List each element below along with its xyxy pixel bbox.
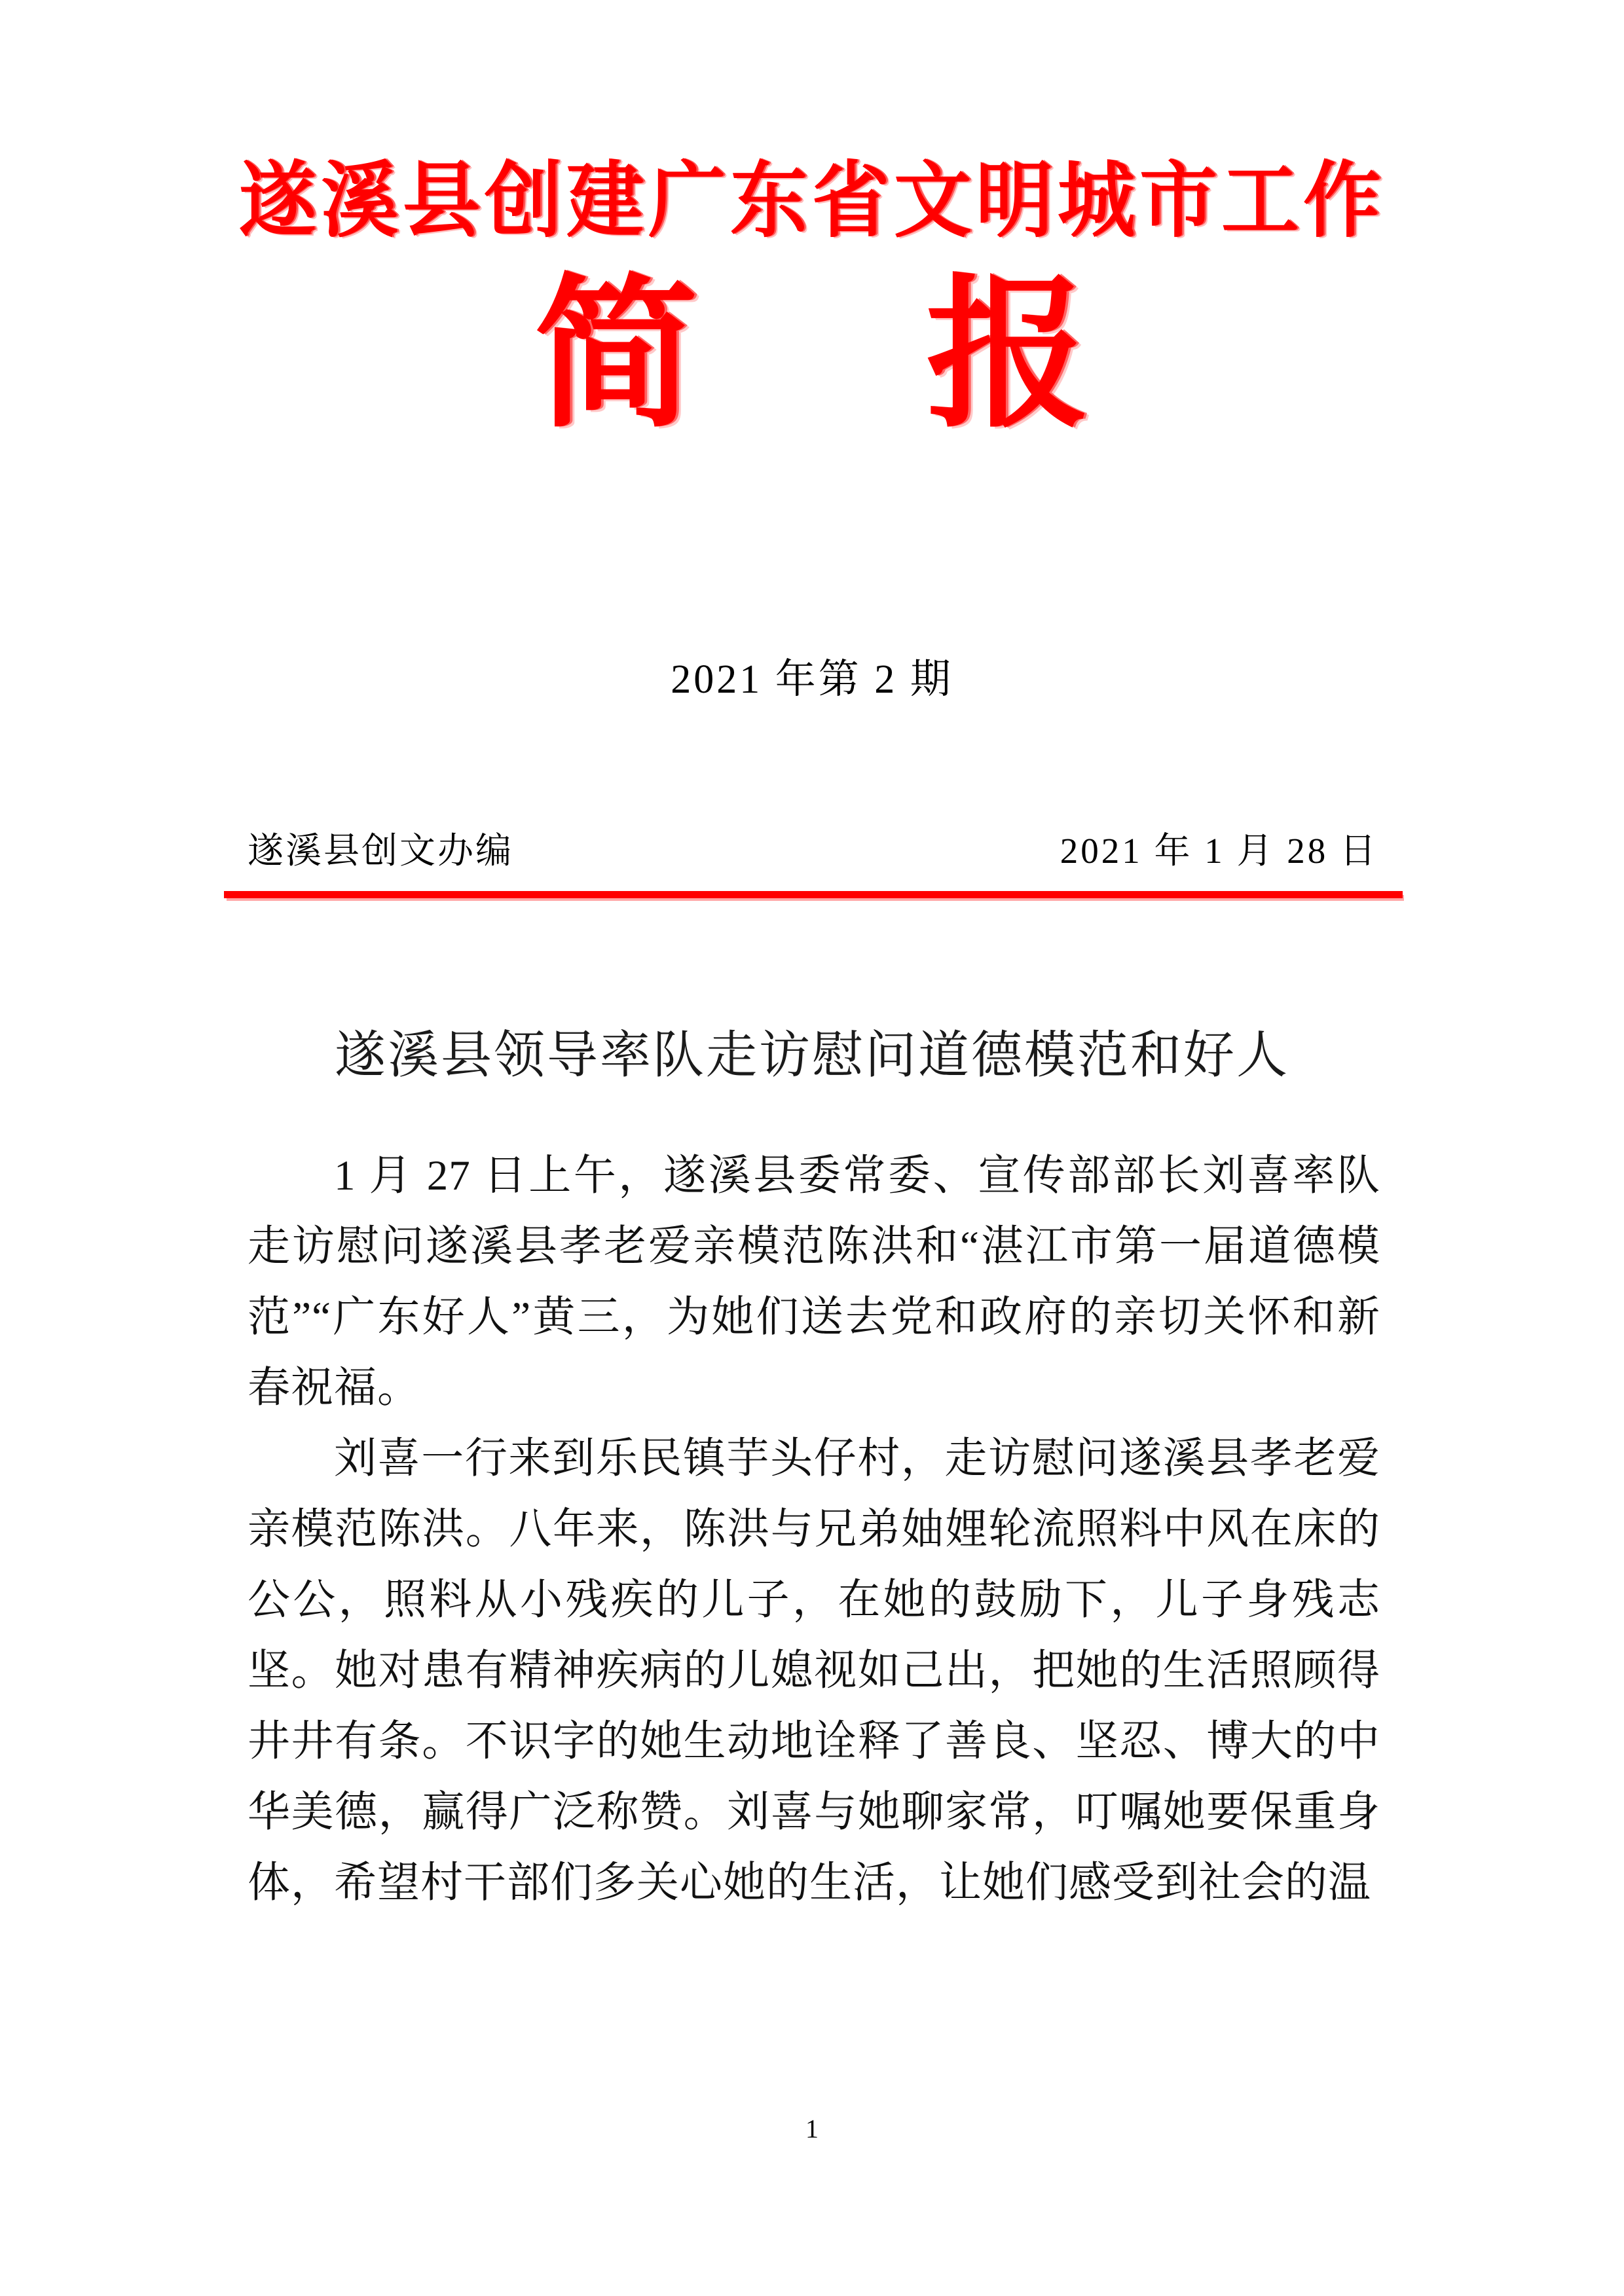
issue-number-line: 2021 年第 2 期 [671,657,953,702]
article-paragraph: 刘喜一行来到乐民镇芋头仔村，走访慰问遂溪县孝老爱亲模范陈洪。八年来，陈洪与兄弟妯娌轮流照料中风在床的公公，照料从小残疾的儿子，在她的鼓励下，儿子身残志坚。她对患有精神疾病的儿媳视如己出，把她的生活照顾得井井有条。不识字的她生动地诠释了善良、坚忍、博大的中华美德，赢得广泛称赞。刘喜与她聊家常，叮嘱她要保重身体，希望村干部们多关心她的生活，让她们感受到社会的温 [248,1435,1380,1906]
imprint-row [248,833,1378,869]
article-paragraph: 1 月 27 日上午，遂溪县委常委、宣传部部长刘喜率队走访慰问遂溪县孝老爱亲模范陈洪和“湛江市第一届道德模范”“广东好人”黄三，为她们送去党和政府的亲切关怀和新春祝福。 [248,1152,1380,1412]
article-headline: 遂溪县领导率队走访慰问道德模范和好人 [334,1027,1289,1084]
imprint-date: 2021 年 1 月 28 日 [1060,831,1378,871]
masthead-title: 遂溪县创建广东省文明城市工作 [238,153,1386,249]
page-number: 1 [805,2114,819,2143]
article-body [248,1140,1380,1918]
masthead-red-divider [224,891,1403,898]
masthead [0,153,1624,450]
masthead-bulletin-word: 简 报 [534,259,1090,450]
imprint-editor: 遂溪县创文办编 [248,831,514,871]
